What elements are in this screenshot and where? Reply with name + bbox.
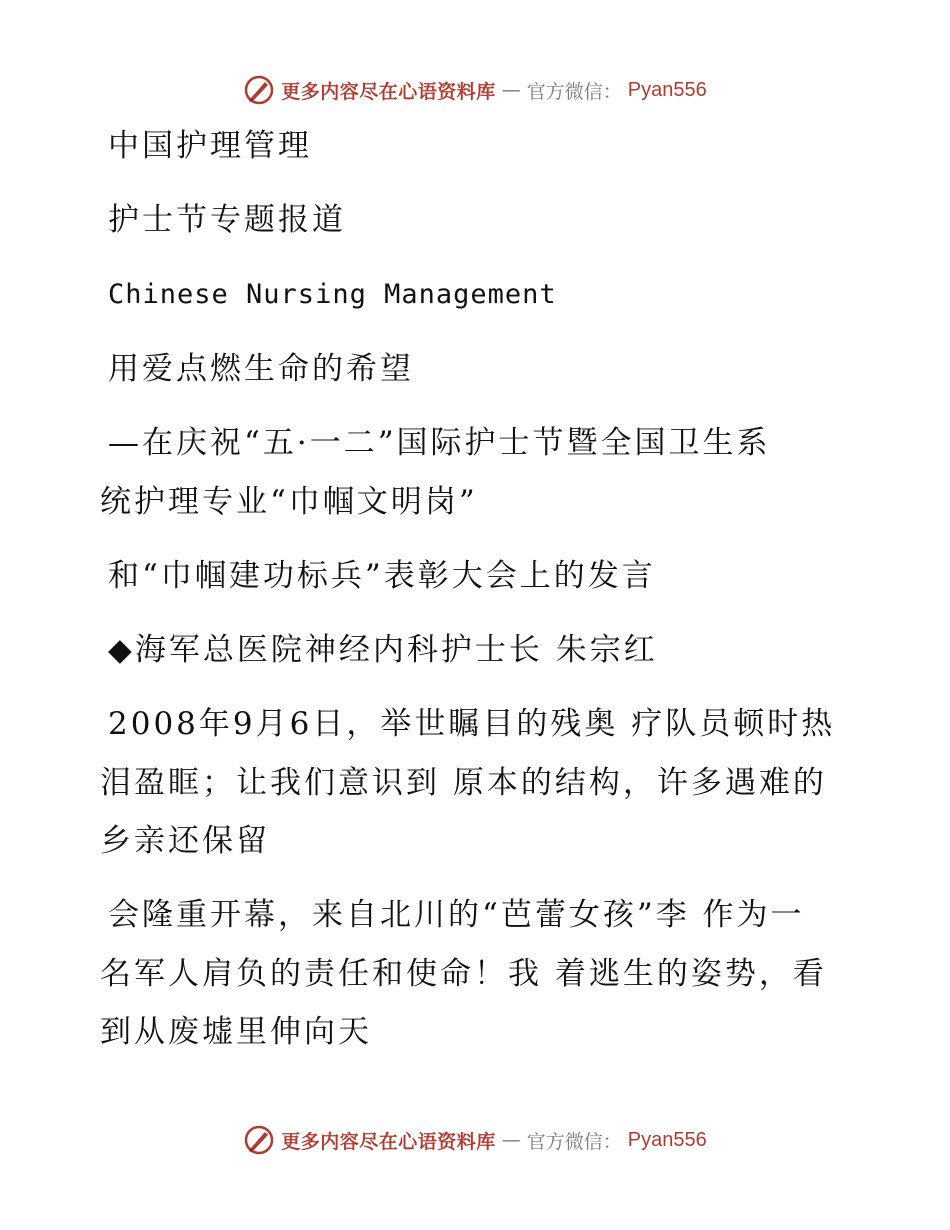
paragraph-2-line-2: 名军人肩负的责任和使命！我 着逃生的姿势，看: [100, 956, 827, 992]
watermark-text: 更多内容尽在心语资料库: [281, 1130, 496, 1153]
pen-logo-icon: [243, 1124, 275, 1156]
pen-logo-icon: [243, 74, 275, 106]
watermark-label: 官方微信：: [526, 1130, 622, 1153]
paragraph-2-line-1: 会隆重开幕，来自北川的“芭蕾女孩”李 作为一: [108, 897, 805, 933]
article-subtitle-line-1: —在庆祝“五·一二”国际护士节暨全国卫生系: [108, 425, 771, 461]
watermark-separator: —: [501, 79, 521, 101]
section-title: 护士节专题报道: [108, 202, 346, 238]
watermark-id: Pyan556: [627, 1128, 707, 1151]
watermark-text: 更多内容尽在心语资料库: [281, 80, 496, 103]
article-subtitle-line-3: 和“巾帼建功标兵”表彰大会上的发言: [108, 558, 656, 594]
watermark-label: 官方微信：: [526, 80, 622, 103]
journal-title-cn: 中国护理管理: [108, 128, 312, 164]
paragraph-1-line-2: 泪盈眶；让我们意识到 原本的结构，许多遇难的: [100, 765, 827, 801]
paragraph-1-line-3: 乡亲还保留: [100, 823, 270, 859]
journal-title-en: Chinese Nursing Management: [108, 279, 557, 310]
footer-watermark: [0, 1120, 950, 1160]
watermark-separator: —: [501, 1129, 521, 1151]
article-title: 用爱点燃生命的希望: [108, 351, 414, 387]
header-watermark: [0, 70, 950, 110]
article-subtitle-line-2: 统护理专业“巾帼文明岗”: [100, 484, 478, 520]
paragraph-1-line-1: 2008年9月6日，举世瞩目的残奥 疗队员顿时热: [108, 706, 836, 742]
watermark-id: Pyan556: [627, 78, 707, 101]
author-line: ◆海军总医院神经内科护士长 朱宗红: [108, 632, 658, 668]
paragraph-2-line-3: 到从废墟里伸向天: [100, 1014, 372, 1050]
